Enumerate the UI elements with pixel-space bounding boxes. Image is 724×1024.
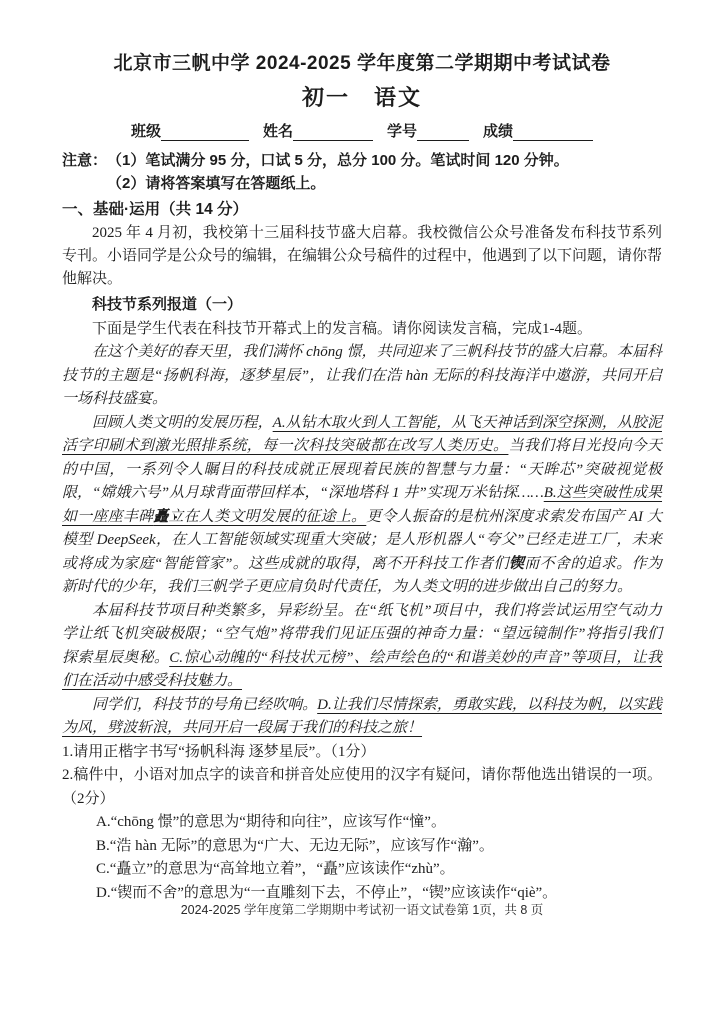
- class-blank: [161, 125, 249, 141]
- name-field: [263, 120, 373, 141]
- speech-p3-underlined-C: C.惊心动魄的“科技状元榜”、绘声绘色的“和谐美妙的声音”等项目，让我们在活动中感受科技魅力。: [62, 649, 662, 689]
- speech-paragraph-3: [62, 600, 662, 694]
- speech-p2-underlined-B-part2: 立在人类文明发展的征途上。: [168, 508, 367, 525]
- speech-p2-dotted-char-qie: 锲 •: [509, 556, 524, 572]
- student-id-label: 学号: [387, 123, 418, 140]
- score-blank: [513, 125, 593, 141]
- student-id-blank: [417, 125, 469, 141]
- speech-p2-underlined-A: A.从钻木取火到人工智能，从飞天神话到深空探测，从胶泥活字印刷术到激光照排系统，每一次科技突破都在改写人类历史。: [62, 414, 662, 454]
- option-D: D.“锲而不舍”的意思为“一直雕刻下去，不停止”，“锲”应该读作“qiè”。: [96, 884, 558, 901]
- notice-line-2: （2）请将答案填写在答题纸上。: [107, 175, 326, 192]
- speech-p2-dotted-char-chu: 矗 •: [153, 509, 168, 525]
- name-label: 姓名: [262, 123, 293, 140]
- class-field: [131, 120, 249, 141]
- question-2: 2.稿件中，小语对加点字的读音和拼音处应使用的汉字有疑问，请你帮他选出错误的一项。（2分）: [62, 767, 662, 807]
- speech-paragraph-1: 在这个美好的春天里，我们满怀 chōng 憬，共同迎来了三帆科技节的盛大启幕。本届科技节的主题是“扬帆科海，逐梦星辰”，让我们在浩 hàn 无际的科技海洋中遨游，共同开启一场科技盛宴。: [62, 344, 662, 407]
- class-label: 班级: [130, 123, 161, 140]
- exam-title: 北京市三帆中学 2024-2025 学年度第二学期期中考试试卷: [113, 53, 611, 74]
- speech-p4-underlined-D: D.让我们尽情探索，勇敢实践，以科技为帆，以实践为风，劈波斩浪，共同开启一段属于我们的科技之旅！: [62, 696, 662, 736]
- option-C: C.“矗立”的意思为“高耸地立着”，“矗”应该读作“zhù”。: [96, 861, 455, 877]
- student-info-line: [62, 120, 662, 141]
- speech-p2-seg1: 回顾人类文明的发展历程，: [92, 414, 273, 431]
- speech-paragraph-2: [62, 412, 662, 600]
- notice-label: 注意：: [62, 152, 108, 169]
- speech-p2-seg5: 更令人振奋的是杭州深度求索发布国产 AI 大模型 DeepSeek，在人工智能领域实现重大突破；是人形机器人“夸父”已经走进工厂，未来或将成为家庭“智能管家”。这些成就的取得，离不开科技工作者们: [62, 508, 662, 572]
- option-B: B.“浩 hàn 无际”的意思为“广大、无边无际”，应该写作“瀚”。: [96, 837, 494, 854]
- speech-p2-seg3: 当我们将目光投向今天的中国，一系列令人瞩目的科技成就正展现着民族的智慧与力量：“天眸芯”突破视觉极限，“嫦娥六号”从月球背面带回样本，“深地塔科 1 井”实现万米钻探……: [62, 438, 662, 501]
- student-id-field: [387, 120, 469, 141]
- notice-block: [62, 149, 662, 195]
- report-lead-paragraph: 下面是学生代表在科技节开幕式上的发言稿。请你阅读发言稿，完成1-4题。: [92, 321, 592, 337]
- page-footer: 2024-2025 学年度第二学期期中考试初一语文试卷第 1页，共 8 页: [180, 903, 544, 917]
- notice-lines: [107, 149, 569, 195]
- option-A: A.“chōng 憬”的意思为“期待和向往”，应该写作“憧”。: [96, 814, 446, 830]
- notice-line-1: （1）笔试满分 95 分，口试 5 分，总分 100 分。笔试时间 120 分钟。: [107, 152, 569, 169]
- question-1: 1.请用正楷字书写“扬帆科海 逐梦星辰”。（1分）: [62, 743, 376, 760]
- score-field: [483, 120, 593, 141]
- question-2-options: [96, 811, 662, 905]
- section-1-heading: 一、基础·运用（共 14 分）: [62, 201, 249, 218]
- speech-paragraph-4: [62, 694, 662, 741]
- page-content: [62, 0, 662, 905]
- speech-p2-seg7: 而不舍的追求。作为新时代的少年，我们三帆学子更应肩负时代责任，为人类文明的进步做出自己的努力。: [62, 555, 662, 595]
- section-intro-paragraph: 2025 年 4 月初，我校第十三届科技节盛大启幕。我校微信公众号准备发布科技节系列专刊。小语同学是公众号的编辑，在编辑公众号稿件的过程中，他遇到了以下问题，请你帮他解决。: [62, 225, 663, 287]
- exam-subject: 初一 语文: [301, 85, 422, 110]
- report-series-title: 科技节系列报道（一）: [92, 296, 243, 313]
- score-label: 成绩: [483, 123, 514, 140]
- speech-p3-seg1: 本届科技节项目种类繁多，异彩纷呈。在“纸飞机”项目中，我们将尝试运用空气动力学让纸飞机突破极限；“空气炮”将带我们见证压强的神奇力量：“望远镜制作”将指引我们探索星辰奥秘。: [62, 602, 662, 666]
- speech-p2-underlined-B-part1: B.这些突破性成果如一座座丰碑: [62, 485, 663, 525]
- speech-p4-seg1: 同学们，科技节的号角已经吹响。: [92, 696, 318, 713]
- name-blank: [293, 125, 373, 141]
